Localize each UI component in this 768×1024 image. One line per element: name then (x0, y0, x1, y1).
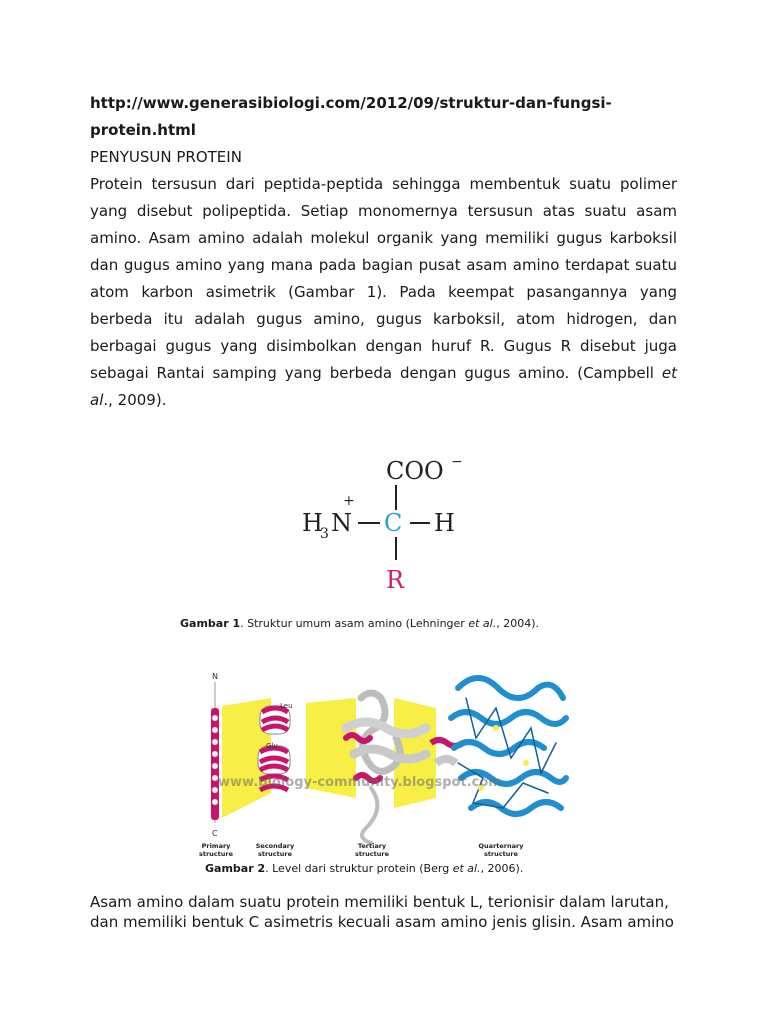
primary-structure-label (199, 842, 234, 858)
c-terminus-label: C (212, 829, 218, 838)
italic-al: al (90, 391, 104, 409)
residue (212, 799, 218, 805)
caption-et-al: et al. (452, 862, 481, 875)
amino-acid-structure-figure (296, 452, 476, 602)
amino-subscript-3: 3 (320, 526, 329, 542)
residue (212, 715, 218, 721)
paragraph-line: Protein tersusun dari peptida-peptida sehingga membentuk suatu polimer (90, 175, 677, 193)
paragraph-line: berbeda itu adalah gugus amino, gugus karboksil, atom hidrogen, dan (90, 310, 677, 328)
paragraph-line: dan memiliki bentuk C asimetris kecuali asam amino jenis glisin. Asam amino (90, 913, 674, 931)
watermark: www.biology-community.blogspot.com (218, 775, 502, 790)
minus-charge: − (451, 454, 463, 470)
figure-1-caption (180, 616, 539, 631)
residue (212, 763, 218, 769)
label-line: Quarternary (478, 842, 524, 850)
carboxyl-label: COO (386, 457, 444, 485)
protein-structure-levels-figure (196, 668, 576, 864)
alpha-carbon: C (384, 509, 403, 537)
label-line: Tertiary (357, 842, 387, 850)
leu-label: Leu (280, 702, 293, 710)
paragraph-2 (90, 892, 677, 932)
label-line: Primary (201, 842, 231, 850)
paragraph-line-with-et (90, 360, 677, 387)
caption-label: Gambar 1 (180, 617, 241, 630)
amino-n: N (331, 509, 352, 537)
section-heading: PENYUSUN PROTEIN (90, 148, 242, 166)
caption-et-al: et al. (468, 617, 497, 630)
label-line: structure (198, 850, 234, 858)
paragraph-line: atom karbon asimetrik (Gambar 1). Pada keempat pasangannya yang (90, 283, 677, 301)
italic-et: et (661, 364, 677, 382)
residue (212, 739, 218, 745)
n-terminus-label: N (212, 672, 218, 681)
caption-text: , 2004). (496, 617, 539, 630)
quaternary-structure-label (479, 842, 525, 858)
source-url-line2: protein.html (90, 121, 196, 139)
residue (212, 751, 218, 757)
caption-text: . Level dari struktur protein (Berg (265, 862, 453, 875)
paragraph-1 (90, 171, 677, 414)
caption-text: . Struktur umum asam amino (Lehninger (240, 617, 469, 630)
paragraph-text: ., 2009). (103, 391, 167, 409)
paragraph-text: sebagai Rantai samping yang berbeda dengan gugus amino. (Campbell (90, 364, 654, 382)
label-line: structure (483, 850, 519, 858)
tertiary-structure-label (355, 842, 390, 858)
source-url-line1: http://www.generasibiologi.com/2012/09/struktur-dan-fungsi- (90, 94, 612, 112)
paragraph-line: yang disebut polipeptida. Setiap monomernya tersusun atas suatu asam (90, 202, 677, 220)
figure-2-caption (205, 861, 523, 876)
paragraph-line: amino. Asam amino adalah molekul organik yang memiliki gugus karboksil (90, 229, 677, 247)
source-url[interactable] (90, 90, 690, 144)
paragraph-line: dan gugus amino yang mana pada bagian pusat asam amino terdapat suatu (90, 256, 677, 274)
amino-h: H (302, 509, 323, 537)
caption-label: Gambar 2 (205, 862, 266, 875)
plus-charge: + (343, 493, 355, 509)
secondary-structure-label (256, 842, 295, 858)
label-line: structure (354, 850, 390, 858)
glu-label: Glu (266, 742, 278, 750)
caption-text: , 2006). (480, 862, 524, 875)
label-line: Secondary (255, 842, 295, 850)
r-group: R (386, 566, 405, 594)
paragraph-line: Asam amino dalam suatu protein memiliki bentuk L, terionisir dalam larutan, (90, 893, 669, 911)
paragraph-line: berbagai gugus yang disimbolkan dengan huruf R. Gugus R disebut juga (90, 337, 677, 355)
paragraph-last-line (90, 387, 677, 414)
residue (212, 727, 218, 733)
hydrogen-label: H (434, 509, 455, 537)
quaternary-structure (451, 678, 566, 814)
label-line: structure (257, 850, 293, 858)
